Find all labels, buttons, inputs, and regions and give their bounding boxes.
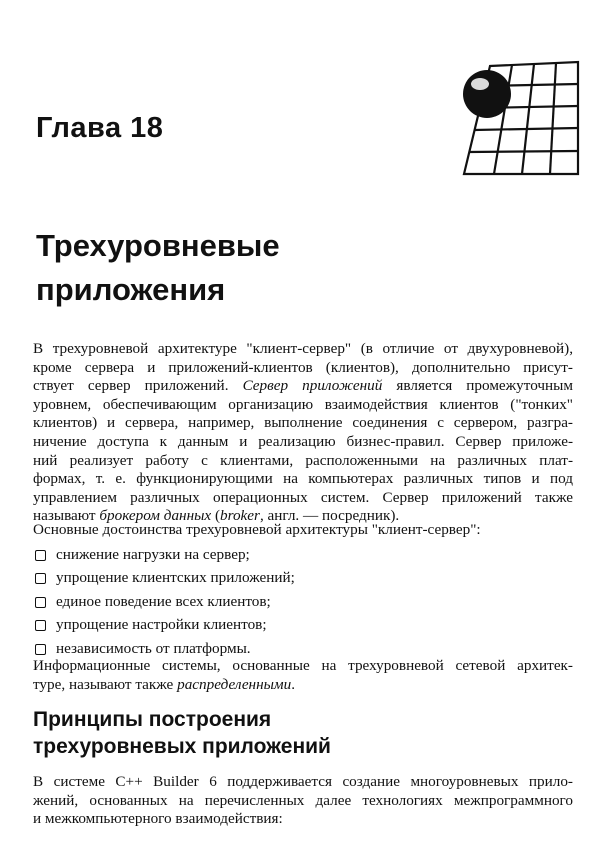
list-item: единое поведение всех клиентов; <box>33 593 295 616</box>
text-line: называют брокером данных (broker, англ. — посредник). <box>33 507 400 525</box>
checkbox-bullet-icon <box>35 620 46 631</box>
list-item: упрощение клиентских приложений; <box>33 569 295 592</box>
advantages-intro <box>33 521 573 540</box>
chapter-title-line: Трехуровневые <box>36 228 280 263</box>
text-line: управлением различных операционных систем. Сервер приложений также <box>33 488 573 506</box>
text-line: ствует сервер приложений. Сервер приложений является промежуточным <box>33 377 573 395</box>
text-line: туре, называют также распределенными. <box>33 675 295 693</box>
text-line: Информационные системы, основанные на трехуровневой сетевой архитек- <box>33 657 573 674</box>
term-app-server: Сервер приложений <box>242 377 383 395</box>
text-line: Основные достоинства трехуровневой архитектуры "клиент-сервер": <box>33 521 481 538</box>
checkbox-bullet-icon <box>35 573 46 584</box>
text-line: ничение доступа к данным и реализацию бизнес-правил. Сервер приложе- <box>33 432 573 450</box>
grid-line <box>522 64 534 174</box>
sphere <box>463 70 511 118</box>
text-line: кроме сервера и приложений-клиентов (клиентов), дополнительно присут- <box>33 358 573 376</box>
section-heading <box>33 706 331 760</box>
chapter-title <box>36 224 280 312</box>
text-line: клиентов) и сервера, например, выполнение соединения с сервером, разгра- <box>33 414 573 432</box>
list-item: независимость от платформы. <box>33 640 295 663</box>
advantages-list <box>33 546 295 663</box>
text-line: В системе C++ Builder 6 поддерживается создание многоуровневых прило- <box>33 773 573 790</box>
text-line: уровнем, обеспечивающим организацию взаимодействия клиентов ("тонких" <box>33 395 573 413</box>
grid-line <box>550 63 556 174</box>
intro-paragraph <box>33 340 573 526</box>
section-heading-line: трехуровневых приложений <box>33 735 331 758</box>
chapter-label: Глава 18 <box>36 112 164 144</box>
checkbox-bullet-icon <box>35 597 46 608</box>
term-broker: broker <box>220 507 260 525</box>
term-data-broker: брокером данных <box>99 507 212 525</box>
term-distributed: распределенными <box>177 675 292 693</box>
text-line: формах, т. е. функционирующими на компьютерах различных типов и под <box>33 470 573 488</box>
list-item: упрощение настройки клиентов; <box>33 616 295 639</box>
text-line: и межкомпьютерного взаимодействия: <box>33 810 283 828</box>
sphere-highlight <box>471 78 489 90</box>
list-item: снижение нагрузки на сервер; <box>33 546 295 569</box>
info-paragraph <box>33 657 573 694</box>
text-line: ний реализует работу с клиентами, расположенными на различных плат- <box>33 451 573 469</box>
checkbox-bullet-icon <box>35 550 46 561</box>
chapter-title-line: приложения <box>36 272 226 307</box>
text-line: В трехуровневой архитектуре "клиент-сервер" (в отличие от двухуровневой), <box>33 340 573 357</box>
chapter-logo <box>462 56 580 178</box>
cbuilder-paragraph <box>33 773 573 829</box>
section-heading-line: Принципы построения <box>33 708 272 731</box>
checkbox-bullet-icon <box>35 644 46 655</box>
text-line: жений, основанных на перечисленных далее технологиях межпрограммного <box>33 791 573 809</box>
